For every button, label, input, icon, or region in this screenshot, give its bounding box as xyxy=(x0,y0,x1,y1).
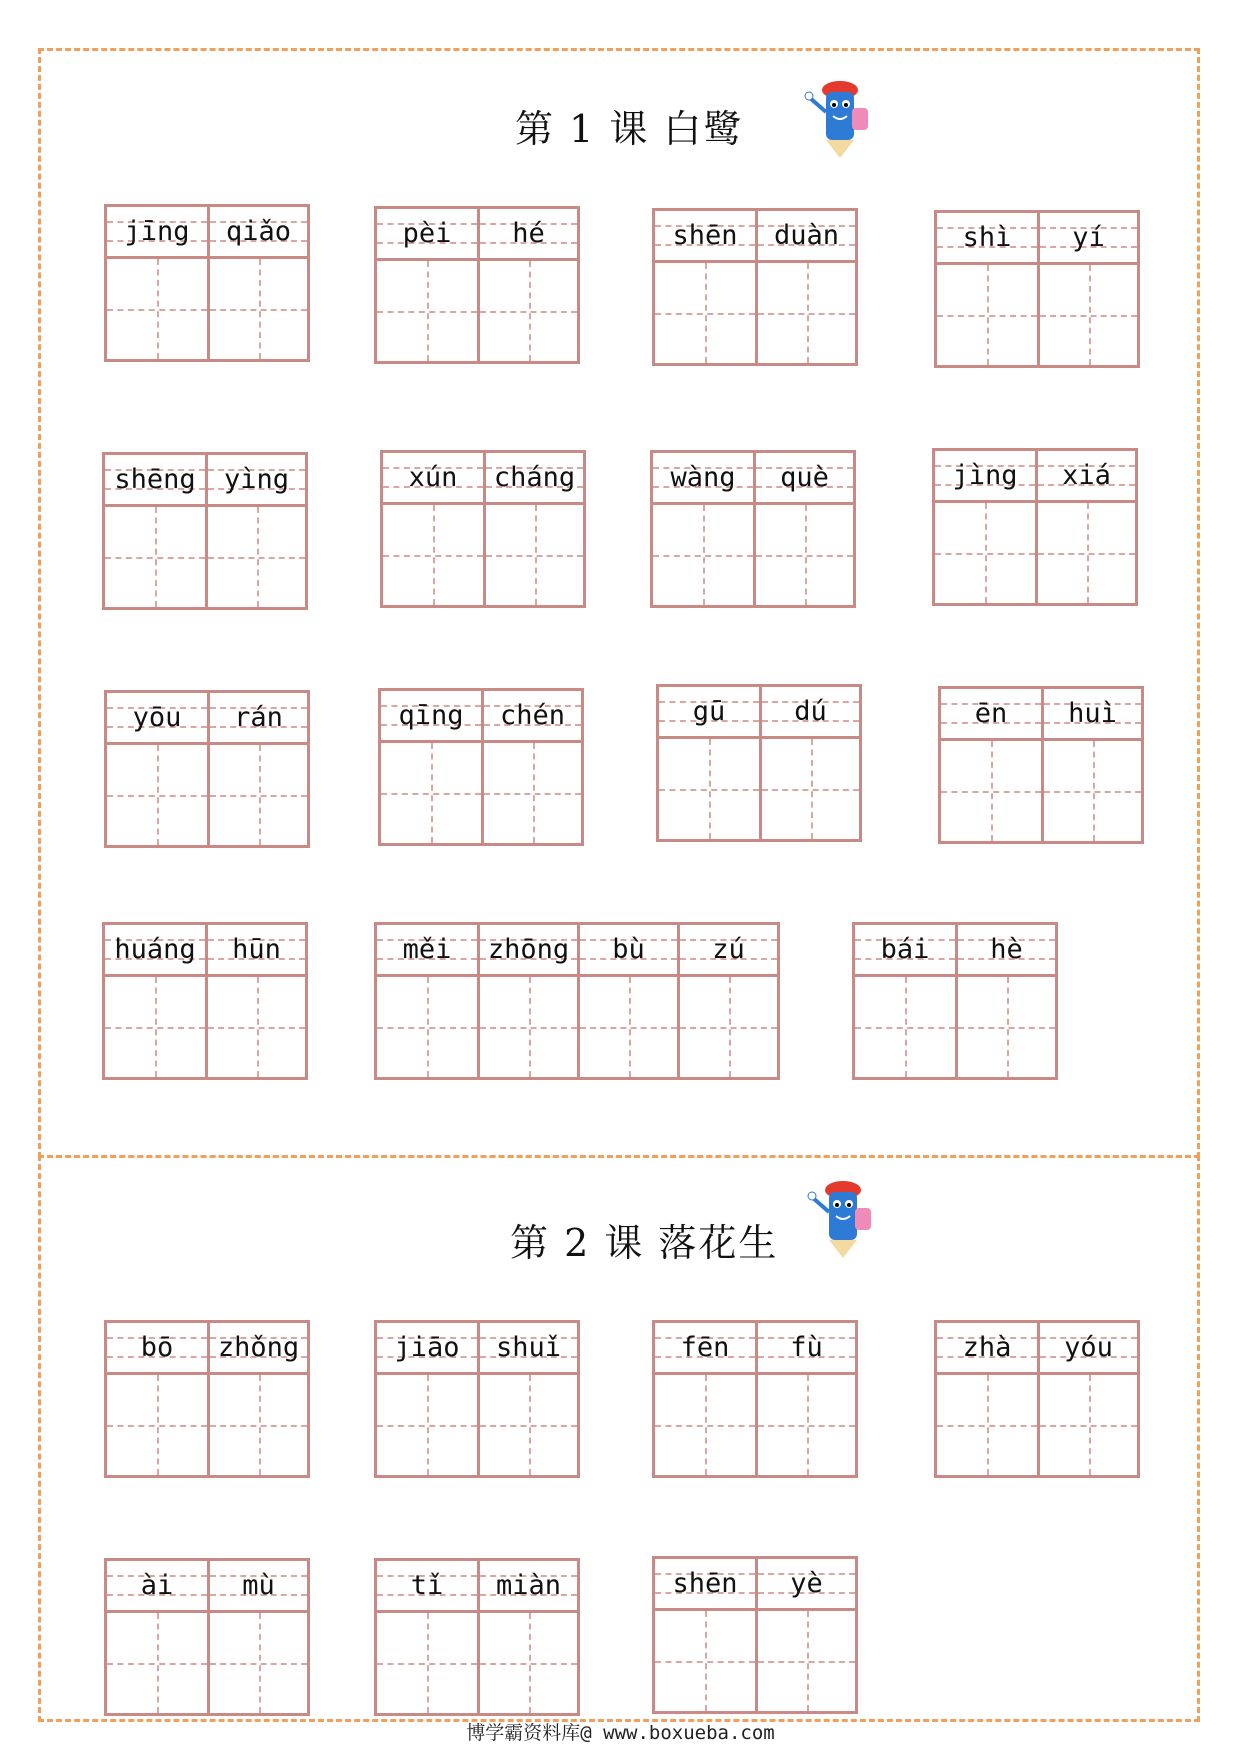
pinyin-label: bái xyxy=(880,934,930,965)
writing-box[interactable] xyxy=(486,505,583,605)
pinyin-row xyxy=(655,1323,755,1375)
tianzige-grid xyxy=(650,450,856,608)
writing-box[interactable] xyxy=(937,1375,1037,1475)
character-cell[interactable] xyxy=(207,693,307,845)
pinyin-label: bù xyxy=(612,934,645,965)
pinyin-label: zhōng xyxy=(487,934,570,965)
tianzige-grid xyxy=(374,1558,580,1716)
character-cell[interactable] xyxy=(107,1561,207,1713)
pinyin-row xyxy=(941,689,1041,741)
character-cell[interactable] xyxy=(477,209,577,361)
tianzige-grid xyxy=(104,1558,310,1716)
character-cell[interactable] xyxy=(205,925,305,1077)
writing-box[interactable] xyxy=(1038,503,1135,603)
pinyin-row xyxy=(210,1323,307,1375)
character-cell[interactable] xyxy=(653,453,753,605)
pinyin-label: yè xyxy=(790,1568,823,1599)
pinyin-row xyxy=(1044,689,1141,741)
pinyin-label: yōu xyxy=(132,702,182,733)
character-cell[interactable] xyxy=(105,925,205,1077)
pinyin-row xyxy=(855,925,955,977)
pinyin-row xyxy=(659,687,759,739)
pinyin-label: xiá xyxy=(1062,460,1111,491)
writing-box[interactable] xyxy=(107,745,207,845)
pinyin-label: hé xyxy=(512,218,545,249)
writing-box[interactable] xyxy=(655,1375,755,1475)
pinyin-label: zhǒng xyxy=(217,1332,300,1363)
pinyin-row xyxy=(105,925,205,977)
pinyin-row xyxy=(937,213,1037,265)
pinyin-row xyxy=(580,925,677,977)
writing-box[interactable] xyxy=(107,259,207,359)
writing-box[interactable] xyxy=(958,977,1055,1077)
pinyin-row xyxy=(935,451,1035,503)
pinyin-label: měi xyxy=(402,934,452,965)
writing-box[interactable] xyxy=(210,1375,307,1475)
character-cell[interactable] xyxy=(937,213,1037,365)
pinyin-label: gū xyxy=(692,696,726,727)
writing-box[interactable] xyxy=(937,265,1037,365)
writing-box[interactable] xyxy=(855,977,955,1077)
character-cell[interactable] xyxy=(677,925,777,1077)
character-cell[interactable] xyxy=(477,1561,577,1713)
pinyin-label: huì xyxy=(1068,698,1117,729)
writing-box[interactable] xyxy=(210,259,307,359)
pinyin-label: shēn xyxy=(672,1568,738,1599)
pinyin-label: jiāo xyxy=(394,1332,460,1363)
character-cell[interactable] xyxy=(107,1323,207,1475)
character-cell[interactable] xyxy=(941,689,1041,841)
pinyin-label: fù xyxy=(790,1332,823,1363)
writing-box[interactable] xyxy=(208,977,305,1077)
writing-box[interactable] xyxy=(1044,741,1141,841)
character-cell[interactable] xyxy=(655,1323,755,1475)
writing-box[interactable] xyxy=(377,1375,477,1475)
pinyin-label: ài xyxy=(140,1570,174,1601)
character-cell[interactable] xyxy=(207,207,307,359)
tianzige-grid xyxy=(380,450,586,608)
character-cell[interactable] xyxy=(207,1561,307,1713)
pinyin-label: jìng xyxy=(952,460,1018,491)
pinyin-label: shì xyxy=(962,222,1012,253)
tianzige-grid xyxy=(652,208,858,366)
pinyin-row xyxy=(210,207,307,259)
pinyin-label: shēng xyxy=(114,464,196,495)
writing-box[interactable] xyxy=(208,507,305,607)
character-cell[interactable] xyxy=(107,207,207,359)
character-cell[interactable] xyxy=(207,1323,307,1475)
writing-box[interactable] xyxy=(653,505,753,605)
pinyin-row xyxy=(486,453,583,505)
pinyin-row xyxy=(377,1323,477,1375)
writing-box[interactable] xyxy=(655,1611,755,1711)
lesson-2-title: 第 2 课 落花生 xyxy=(510,1221,779,1265)
writing-box[interactable] xyxy=(480,261,577,361)
tianzige-grid xyxy=(852,922,1058,1080)
character-cell[interactable] xyxy=(659,687,759,839)
writing-box[interactable] xyxy=(377,261,477,361)
pinyin-label: pèi xyxy=(402,218,452,249)
character-cell[interactable] xyxy=(755,211,855,363)
writing-box[interactable] xyxy=(1040,1375,1137,1475)
pinyin-row xyxy=(758,211,855,263)
pinyin-label: qīng xyxy=(398,700,464,731)
pinyin-label: fēn xyxy=(680,1332,730,1363)
pinyin-row xyxy=(107,693,207,745)
pencil-mascot-icon xyxy=(800,72,880,162)
pinyin-label: què xyxy=(780,462,829,493)
pinyin-row xyxy=(105,455,205,507)
pinyin-row xyxy=(383,453,483,505)
tianzige-grid xyxy=(374,922,780,1080)
pinyin-label: dú xyxy=(794,696,827,727)
character-cell[interactable] xyxy=(655,211,755,363)
character-cell[interactable] xyxy=(753,453,853,605)
pinyin-label: yí xyxy=(1072,222,1105,253)
pinyin-row xyxy=(480,925,577,977)
pinyin-label: yìng xyxy=(223,464,290,495)
pinyin-label: duàn xyxy=(773,220,840,251)
writing-box[interactable] xyxy=(758,263,855,363)
writing-box[interactable] xyxy=(941,741,1041,841)
pinyin-label: qiǎo xyxy=(225,216,292,247)
writing-box[interactable] xyxy=(480,1375,577,1475)
character-cell[interactable] xyxy=(1035,451,1135,603)
character-cell[interactable] xyxy=(935,451,1035,603)
writing-box[interactable] xyxy=(377,1613,477,1713)
writing-box[interactable] xyxy=(105,507,205,607)
writing-box[interactable] xyxy=(107,1375,207,1475)
character-cell[interactable] xyxy=(655,1559,755,1711)
pinyin-row xyxy=(1040,1323,1137,1375)
writing-box[interactable] xyxy=(758,1611,855,1711)
writing-box[interactable] xyxy=(580,977,677,1077)
writing-box[interactable] xyxy=(935,503,1035,603)
pinyin-label: cháng xyxy=(493,462,576,493)
tianzige-grid xyxy=(656,684,862,842)
pinyin-row xyxy=(210,693,307,745)
character-cell[interactable] xyxy=(377,209,477,361)
tianzige-grid xyxy=(102,452,308,610)
character-cell[interactable] xyxy=(381,691,481,843)
character-cell[interactable] xyxy=(377,925,477,1077)
pinyin-label: mù xyxy=(242,1570,275,1601)
writing-box[interactable] xyxy=(484,743,581,843)
writing-box[interactable] xyxy=(383,505,483,605)
pinyin-row xyxy=(756,453,853,505)
character-cell[interactable] xyxy=(955,925,1055,1077)
pinyin-row xyxy=(1038,451,1135,503)
tianzige-grid xyxy=(378,688,584,846)
writing-box[interactable] xyxy=(480,1613,577,1713)
pinyin-label: wàng xyxy=(670,462,736,493)
tianzige-grid xyxy=(932,448,1138,606)
character-cell[interactable] xyxy=(477,925,577,1077)
pinyin-label: bō xyxy=(140,1332,174,1363)
pinyin-row xyxy=(655,211,755,263)
pinyin-row xyxy=(480,209,577,261)
character-cell[interactable] xyxy=(107,693,207,845)
pinyin-row xyxy=(107,1323,207,1375)
pinyin-row xyxy=(480,1561,577,1613)
pinyin-row xyxy=(377,1561,477,1613)
character-cell[interactable] xyxy=(377,1561,477,1713)
writing-box[interactable] xyxy=(1040,265,1137,365)
footer-site-name: 博学霸资料库 xyxy=(466,1722,581,1744)
tianzige-grid xyxy=(934,210,1140,368)
writing-box[interactable] xyxy=(210,745,307,845)
tianzige-grid xyxy=(102,922,308,1080)
pinyin-row xyxy=(653,453,753,505)
footer-watermark xyxy=(0,1718,1241,1745)
tianzige-grid xyxy=(938,686,1144,844)
character-cell[interactable] xyxy=(577,925,677,1077)
pinyin-row xyxy=(758,1559,855,1611)
pinyin-row xyxy=(1040,213,1137,265)
character-cell[interactable] xyxy=(377,1323,477,1475)
pinyin-row xyxy=(484,691,581,743)
pinyin-label: zhà xyxy=(962,1332,1012,1363)
lesson-1-title: 第 1 课 白鹭 xyxy=(515,107,744,151)
tianzige-grid xyxy=(934,1320,1140,1478)
pinyin-label: huáng xyxy=(114,934,196,965)
character-cell[interactable] xyxy=(483,453,583,605)
writing-box[interactable] xyxy=(381,743,481,843)
tianzige-grid xyxy=(104,204,310,362)
writing-box[interactable] xyxy=(377,977,477,1077)
pinyin-row xyxy=(381,691,481,743)
character-cell[interactable] xyxy=(205,455,305,607)
pinyin-label: zú xyxy=(712,934,745,965)
pinyin-row xyxy=(208,925,305,977)
character-cell[interactable] xyxy=(1037,213,1137,365)
tianzige-grid xyxy=(104,690,310,848)
character-cell[interactable] xyxy=(755,1559,855,1711)
character-cell[interactable] xyxy=(759,687,859,839)
pinyin-label: shēn xyxy=(672,220,738,251)
pinyin-row xyxy=(377,209,477,261)
writing-box[interactable] xyxy=(756,505,853,605)
pinyin-label: xún xyxy=(408,462,458,493)
writing-box[interactable] xyxy=(758,1375,855,1475)
pinyin-label: chén xyxy=(499,700,566,731)
pinyin-row xyxy=(680,925,777,977)
character-cell[interactable] xyxy=(1037,1323,1137,1475)
pinyin-label: yóu xyxy=(1064,1332,1113,1363)
writing-box[interactable] xyxy=(480,977,577,1077)
tianzige-grid xyxy=(374,1320,580,1478)
pinyin-row xyxy=(208,455,305,507)
writing-box[interactable] xyxy=(107,1613,207,1713)
pinyin-row xyxy=(377,925,477,977)
writing-box[interactable] xyxy=(210,1613,307,1713)
tianzige-grid xyxy=(104,1320,310,1478)
pinyin-label: miàn xyxy=(495,1570,562,1601)
character-cell[interactable] xyxy=(105,455,205,607)
character-cell[interactable] xyxy=(937,1323,1037,1475)
character-cell[interactable] xyxy=(755,1323,855,1475)
character-cell[interactable] xyxy=(383,453,483,605)
pinyin-row xyxy=(958,925,1055,977)
footer-site-url: @ www.boxueba.com xyxy=(580,1722,775,1744)
pinyin-label: rán xyxy=(234,702,283,733)
pinyin-row xyxy=(758,1323,855,1375)
pinyin-label: jīng xyxy=(124,216,190,247)
pinyin-row xyxy=(107,1561,207,1613)
writing-box[interactable] xyxy=(655,263,755,363)
pinyin-row xyxy=(937,1323,1037,1375)
character-cell[interactable] xyxy=(477,1323,577,1475)
pinyin-row xyxy=(480,1323,577,1375)
character-cell[interactable] xyxy=(855,925,955,1077)
tianzige-grid xyxy=(652,1556,858,1714)
writing-box[interactable] xyxy=(105,977,205,1077)
tianzige-grid xyxy=(374,206,580,364)
character-cell[interactable] xyxy=(1041,689,1141,841)
pinyin-row xyxy=(655,1559,755,1611)
pinyin-label: tǐ xyxy=(410,1570,444,1601)
writing-box[interactable] xyxy=(680,977,777,1077)
pinyin-label: hè xyxy=(990,934,1023,965)
writing-box[interactable] xyxy=(762,739,859,839)
writing-box[interactable] xyxy=(659,739,759,839)
pinyin-label: ēn xyxy=(974,698,1008,729)
pinyin-row xyxy=(762,687,859,739)
pinyin-row xyxy=(210,1561,307,1613)
tianzige-grid xyxy=(652,1320,858,1478)
character-cell[interactable] xyxy=(481,691,581,843)
pinyin-label: shuǐ xyxy=(495,1332,562,1363)
pinyin-label: hūn xyxy=(232,934,281,965)
pencil-mascot-icon xyxy=(803,1172,883,1262)
pinyin-row xyxy=(107,207,207,259)
